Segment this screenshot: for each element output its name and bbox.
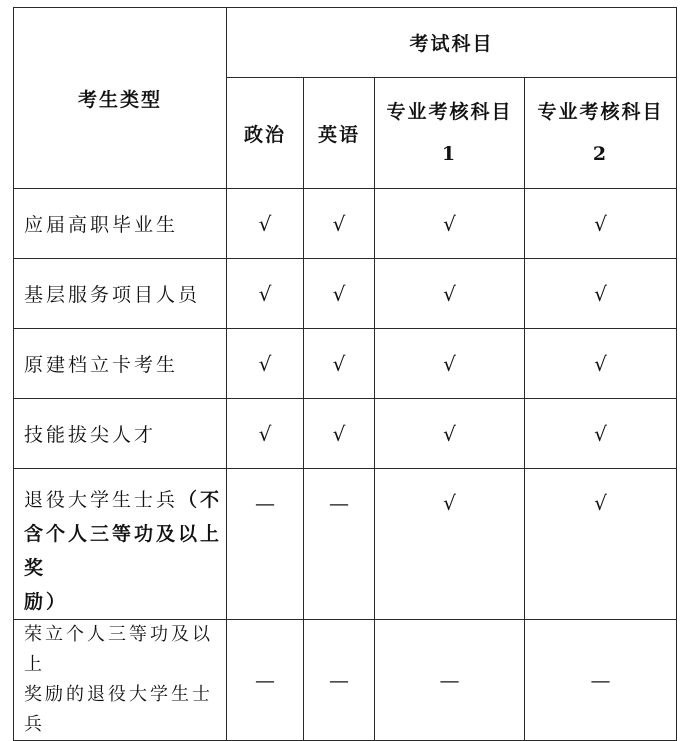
politics-mark: √ bbox=[227, 259, 304, 329]
major-1-mark: — bbox=[375, 620, 525, 741]
exam-type-text: 退役大学生士兵 bbox=[24, 489, 179, 511]
exam-type-cell: 基层服务项目人员 bbox=[14, 259, 227, 329]
exam-type-cell: 原建档立卡考生 bbox=[14, 329, 227, 399]
english-mark: √ bbox=[304, 189, 375, 259]
header-politics: 政治 bbox=[227, 78, 304, 189]
politics-mark: √ bbox=[227, 399, 304, 469]
exam-subjects-table bbox=[13, 7, 677, 741]
exam-type-cell bbox=[14, 469, 227, 620]
exam-type-text-bold: 含个人三等功及以上奖 bbox=[24, 523, 223, 579]
major-1-mark: √ bbox=[375, 399, 525, 469]
politics-mark: √ bbox=[227, 329, 304, 399]
header-major-subject-2: 专业考核科目 2 bbox=[525, 78, 677, 189]
header-major-subject-1: 专业考核科目 1 bbox=[375, 78, 525, 189]
major-1-mark: √ bbox=[375, 189, 525, 259]
english-mark: √ bbox=[304, 399, 375, 469]
english-mark: — bbox=[304, 620, 375, 741]
header-exam-type: 考生类型 bbox=[14, 8, 227, 189]
major-2-mark: — bbox=[525, 620, 677, 741]
table-row bbox=[14, 469, 677, 620]
exam-type-text-bold: （不 bbox=[178, 489, 223, 511]
major-1-mark: √ bbox=[375, 259, 525, 329]
politics-mark: — bbox=[227, 620, 304, 741]
table-row bbox=[14, 189, 677, 259]
major-2-mark: √ bbox=[525, 399, 677, 469]
major-1-mark: √ bbox=[375, 469, 525, 620]
table-row bbox=[14, 399, 677, 469]
table-row bbox=[14, 259, 677, 329]
table-row bbox=[14, 329, 677, 399]
major-1-mark: √ bbox=[375, 329, 525, 399]
politics-mark: — bbox=[227, 469, 304, 620]
header-exam-subjects: 考试科目 bbox=[227, 8, 677, 78]
exam-type-cell: 荣立个人三等功及以上 奖励的退役大学生士兵 bbox=[14, 620, 227, 741]
exam-type-cell: 技能拔尖人才 bbox=[14, 399, 227, 469]
exam-type-text-bold: 励） bbox=[24, 591, 69, 613]
exam-type-cell: 应届高职毕业生 bbox=[14, 189, 227, 259]
table-row bbox=[14, 620, 677, 741]
major-2-mark: √ bbox=[525, 189, 677, 259]
politics-mark: √ bbox=[227, 189, 304, 259]
major-2-mark: √ bbox=[525, 259, 677, 329]
english-mark: √ bbox=[304, 259, 375, 329]
english-mark: — bbox=[304, 469, 375, 620]
major-2-mark: √ bbox=[525, 469, 677, 620]
header-english: 英语 bbox=[304, 78, 375, 189]
english-mark: √ bbox=[304, 329, 375, 399]
major-2-mark: √ bbox=[525, 329, 677, 399]
